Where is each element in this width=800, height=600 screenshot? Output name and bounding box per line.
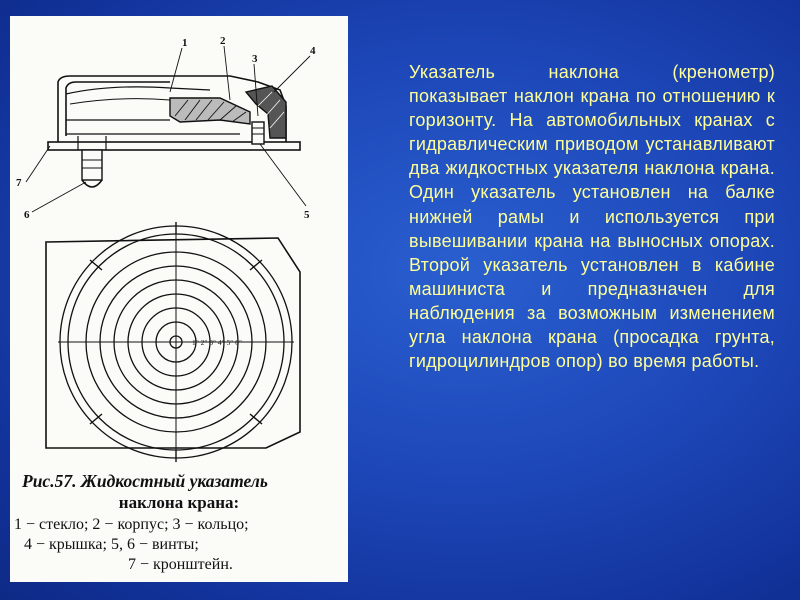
angle-scale-label: 1° 2° 3° 4° 5° 6°: [192, 338, 242, 347]
leader-1: [170, 48, 182, 92]
part-number-2: 2: [220, 35, 226, 47]
part-number-4: 4: [310, 45, 316, 57]
leader-6: [32, 182, 86, 212]
caption-legend-line3: 7 − кронштейн.: [128, 556, 233, 573]
figure-panel: [10, 16, 348, 582]
caption-title-line2: наклона крана:: [118, 493, 240, 512]
part-number-7: 7: [16, 177, 22, 189]
side-view: [26, 46, 310, 212]
caption-title: Рис.57. Жидкостный указатель: [22, 471, 268, 491]
caption-legend-line2: 4 − крышка; 5, 6 − винты;: [24, 536, 199, 553]
leader-5: [260, 144, 306, 206]
top-view: [46, 222, 300, 462]
leader-4: [274, 56, 310, 92]
leader-2: [224, 46, 230, 100]
leader-7: [26, 146, 50, 182]
crosshair: [58, 224, 294, 460]
inclinometer-drawing: [10, 16, 348, 466]
figure-caption: [10, 471, 348, 575]
housing-outline: [46, 238, 300, 448]
part-number-1: 1: [182, 37, 188, 49]
part-number-3: 3: [252, 53, 258, 65]
description-paragraph: Указатель наклона (кренометр) показывает наклон крана по отношению к горизонту. На автомобильных кранах с гидравлическим приводом устанавливают два жидкостных указателя наклона крана. Один указатель установлен на балке нижней рамы и используется при вывешивании крана на выносных опорах. Второй указатель установлен в кабине машиниста и предназначен для наблюдения за возможным изменением угла наклона крана (просадка грунта, гидроцилиндров опор) во время работы.: [409, 62, 775, 372]
part-number-5: 5: [304, 209, 310, 221]
caption-legend-line1: 1 − стекло; 2 − корпус; 3 − кольцо;: [14, 516, 249, 533]
part-number-6: 6: [24, 209, 30, 221]
